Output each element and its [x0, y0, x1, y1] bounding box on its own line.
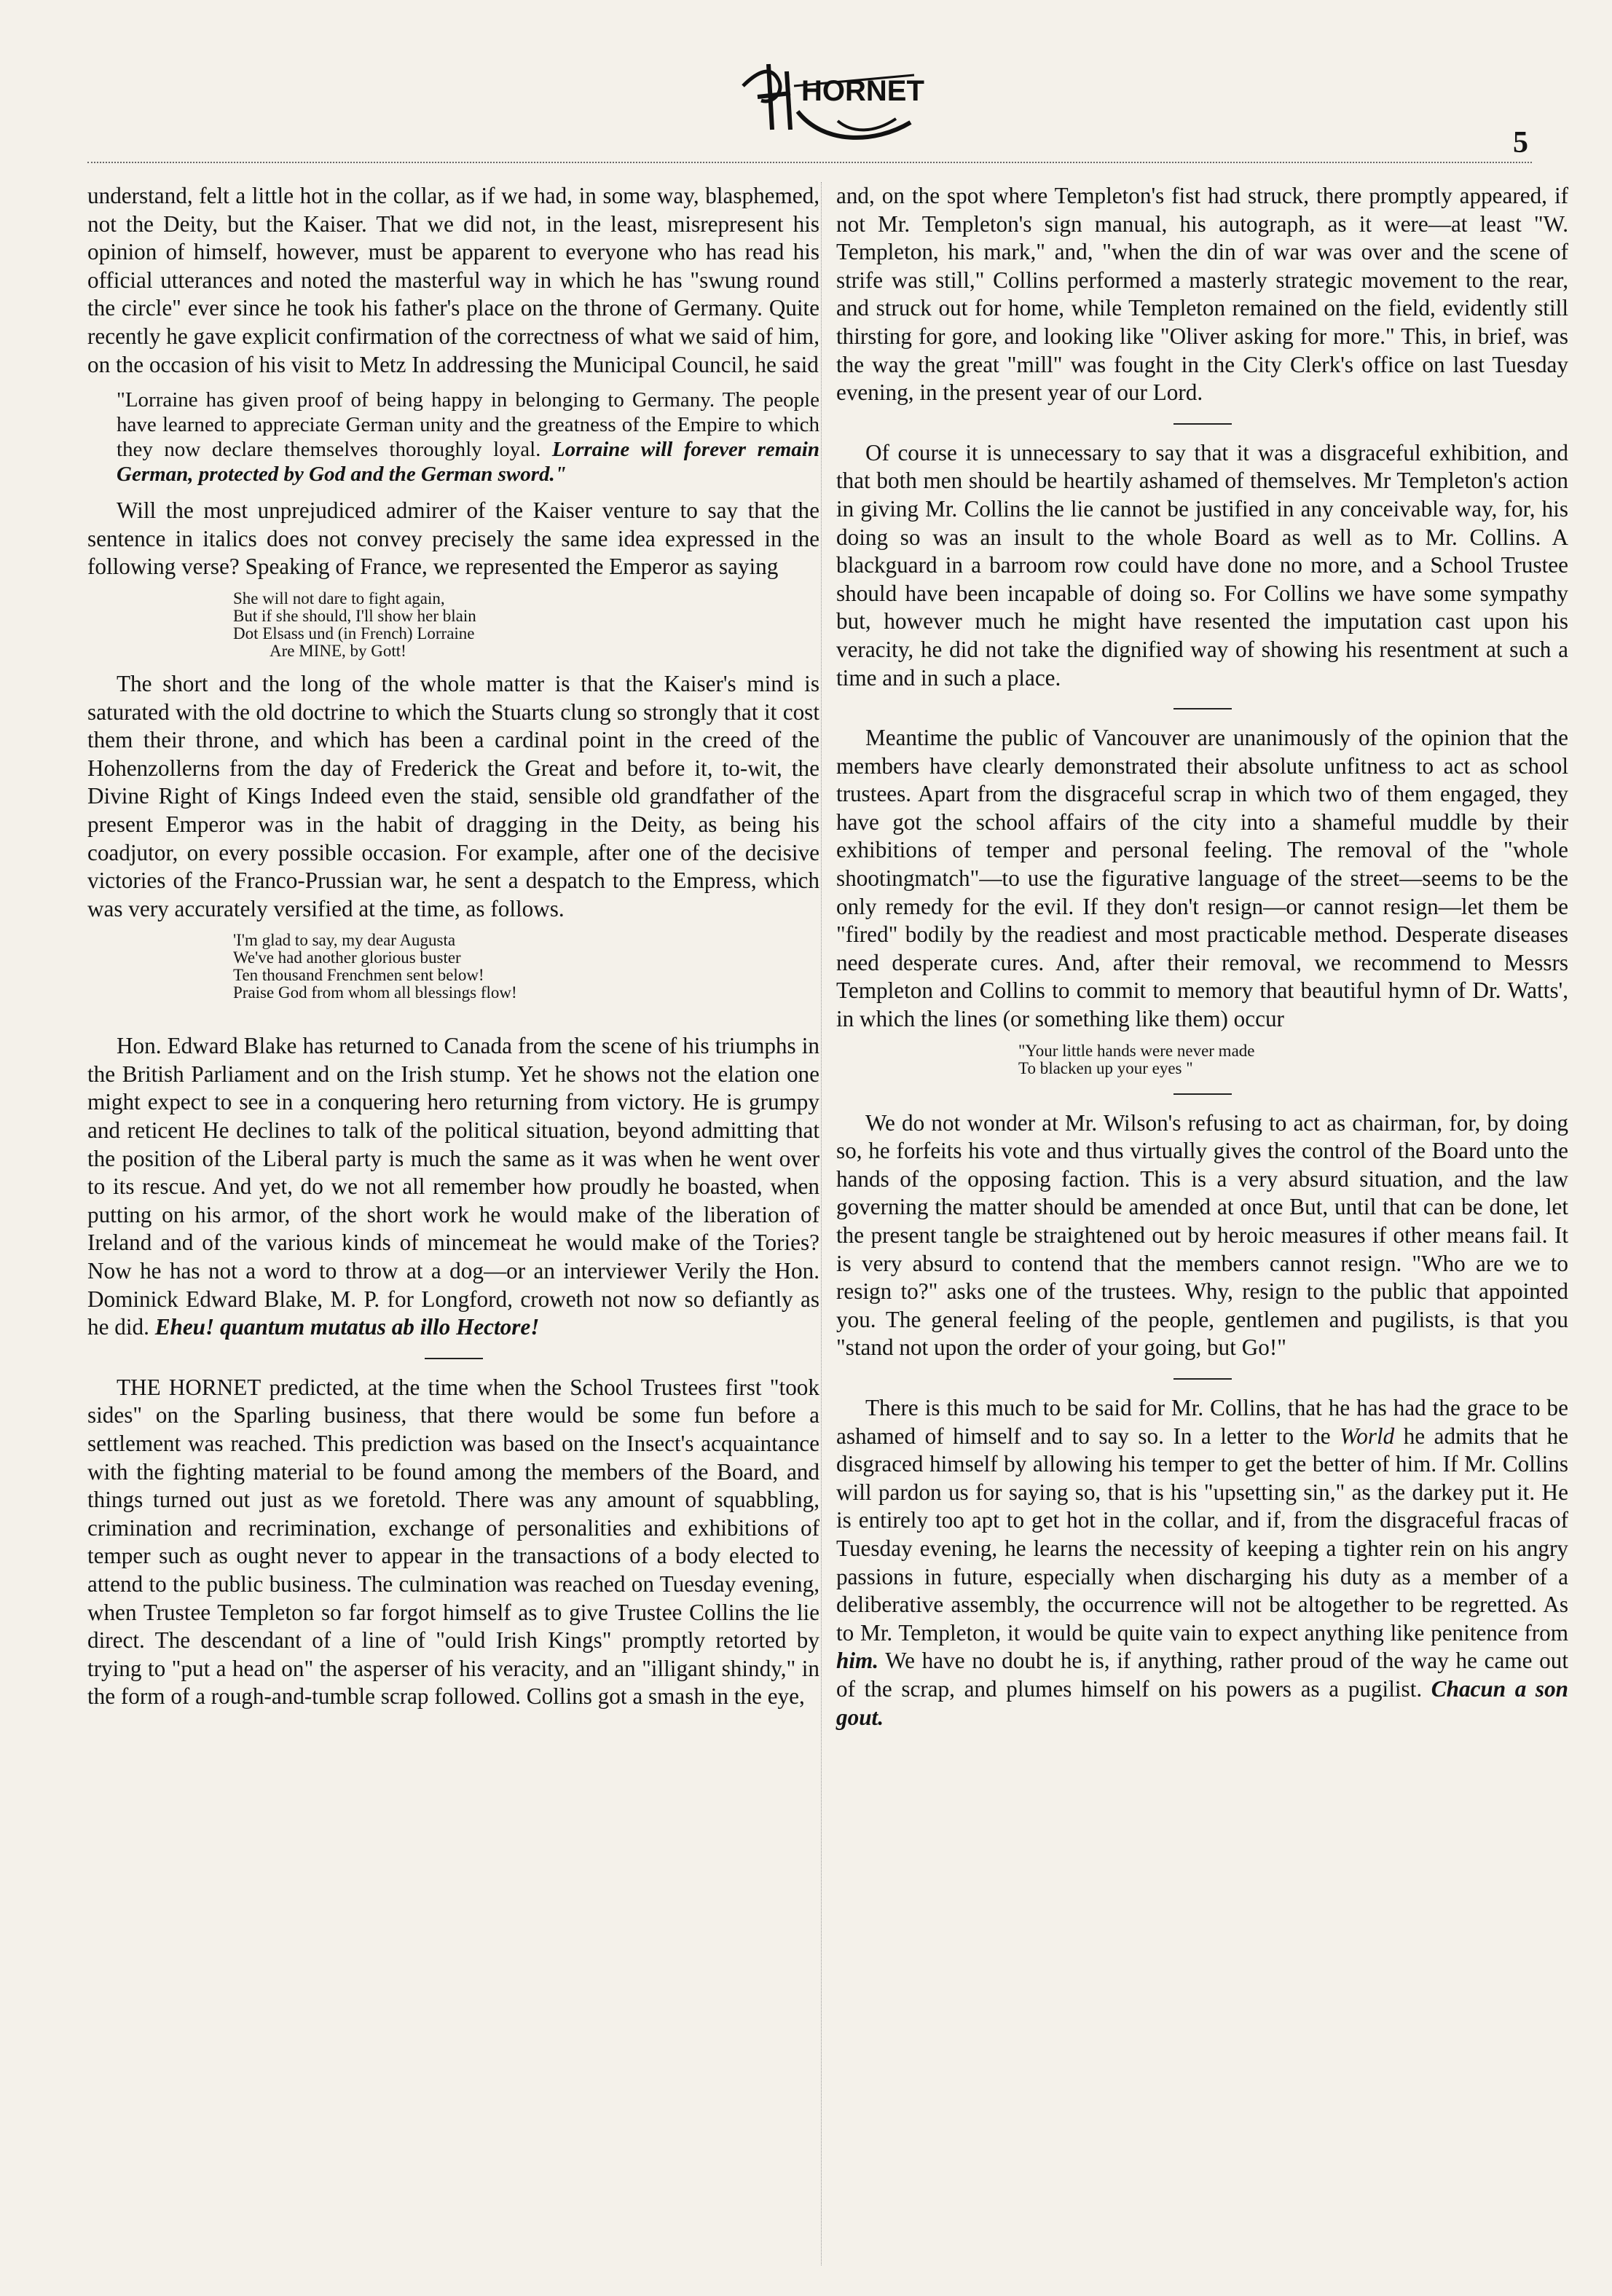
header-rule: [87, 162, 1532, 163]
verse-line: We've had another glorious buster: [233, 948, 461, 967]
paragraph: understand, felt a little hot in the collar, as if we had, in some way, blasphemed, not the Deity, but the Kaiser. That we did not, in the least, misrepresent his opinion of himself, however, must be apparent to everyone who has read his official utterances and noted the masterful way in which he has "swung round the circle" ever since he took his father's place on the throne of Germany. Quite recently he gave explicit confirmation of the correctness of what we said of him, on the occasion of his visit to Metz In addressing the Municipal Council, he said: [87, 183, 819, 377]
verse-line: She will not dare to fight again,: [233, 589, 445, 608]
masthead-title: HORNET: [801, 75, 924, 107]
verse-line: But if she should, I'll show her blain: [233, 606, 476, 625]
verse-line: To blacken up your eyes ": [1018, 1058, 1193, 1077]
section-separator: [1173, 423, 1232, 425]
paragraph-text: We have no doubt he is, if anything, rather proud of the way he came out of the scrap, and plumes himself on his powers as a pugilist.: [836, 1648, 1568, 1702]
right-column: [836, 182, 1568, 1740]
block-quote: [117, 388, 819, 487]
paragraph: [87, 1032, 819, 1342]
column-divider: [821, 182, 822, 2265]
quote-italic: Lorraine will forever remain German, protected by God and the German sword.": [117, 438, 819, 487]
emphasis-him: him.: [836, 1648, 879, 1674]
verse-line: 'I'm glad to say, my dear Augusta: [233, 931, 456, 950]
quote-text: "Lorraine has given proof of being happy in belonging to Germany. The people have learned to appreciate German unity and the greatness of the Empire to which they now declare themselves thoroughly loyal.: [117, 388, 819, 462]
newspaper-title: World: [1340, 1423, 1395, 1449]
paragraph-text: he admits that he disgraced himself by allowing his temper to get the better of him. If Mr. Collins will pardon us for saying so, that is his "upsetting sin," as the darkey put it. He is entirely too apt to get hot in the collar, and if, from the disgraceful fracas of Tuesday evening, he learns the necessity of keeping a tighter rein on his angry passions in future, especially when discharging his duty as a member of a deliberative assembly, the occurrence will not be altogether to be regretted. As to Mr. Templeton, it would be quite vain to expect anything like penitence from: [836, 1423, 1568, 1646]
hornet-insect-icon: [728, 42, 962, 152]
verse-line: "Your little hands were never made: [1018, 1041, 1255, 1060]
paragraph: The short and the long of the whole matter is that the Kaiser's mind is saturated with the old doctrine to which the Stuarts clung so strongly that it cost them their throne, and which has been a cardinal point in the creed of the Hohenzollerns from the day of Frederick the Great and before it, to-wit, the Divine Right of Kings Indeed even the staid, sensible old grandfather of the present Emperor was in the habit of dragging in the Deity, as being his coadjutor, on every possible occasion. For example, after one of the decisive victories of the Franco-Prussian war, he sent a despatch to the Empress, which was very accurately versified at the time, as follows.: [87, 670, 819, 921]
paragraph: Meantime the public of Vancouver are unanimously of the opinion that the members have clearly demonstrated their absolute unfitness to act as school trustees. Apart from the disgraceful scrap in which two of them engaged, they have got the school affairs of the city into a shameful muddle by their exhibitions of temper and personal feeling. The removal of the "whole shootingmatch"—to use the figurative language of the street—seems to be the only remedy for the evil. If they don't resign—or cannot resign—let them be "fired" bodily by the readiest and most practicable method. Desperate diseases need desperate cures. And, after their removal, we recommend to Messrs Templeton and Collins to commit to memory that beautiful hymn of Dr. Watts', in which the lines (or something like them) occur: [836, 725, 1568, 1032]
section-separator: [1173, 708, 1232, 709]
verse-line: Ten thousand Frenchmen sent below!: [233, 966, 484, 985]
latin-phrase: Eheu! quantum mutatus ab illo Hectore!: [154, 1314, 540, 1340]
paragraph: [87, 1374, 819, 1711]
paragraph: [836, 1394, 1568, 1731]
verse-line: Are MINE, by Gott!: [270, 641, 406, 660]
paragraph-text: Hon. Edward Blake has returned to Canada from the scene of his triumphs in the British Parliament and on the Irish stump. Yet he shows not the elation one might expect to see in a conquering hero returning from victory. He is grumpy and reticent He declines to talk of the political situation, beyond admitting that the position of the Liberal party is much the same as it was when he went over to its rescue. And yet, do we not all remember how proudly he boasted, when putting on his armor, of the short work he would make of the liberation of Ireland and of the various kinds of mincemeat he would make of the Tories? Now he has not a word to throw at a dog—or an interviewer Verily the Hon. Dominick Edward Blake, M. P. for Longford, croweth not now so defiantly as he did.: [87, 1033, 819, 1340]
paragraph: Will the most unprejudiced admirer of the Kaiser venture to say that the sentence in italics does not convey precisely the same idea expressed in the following verse? Speaking of France, we represented the Emperor as saying: [87, 498, 819, 580]
section-separator: [1173, 1093, 1232, 1095]
verse-line: Dot Elsass und (in French) Lorraine: [233, 624, 475, 642]
section-separator: [425, 1358, 483, 1359]
verse: [233, 932, 819, 1002]
verse: [1018, 1042, 1568, 1077]
paragraph-text: predicted, at the time when the School Trustees first "took sides" on the Sparling business, that there would be some fun before a settlement was reached. This prediction was based on the Insect's acquaintance with the fighting material to be found among the members of the Board, and things turned out just as we foretold. There was any amount of squabbling, crimination and recrimination, exchange of personalities and exhibitions of temper such as ought never to appear in the transactions of a body elected to attend to the public business. The culmination was reached on Tuesday evening, when Trustee Templeton so far forgot himself as to give Trustee Collins the lie direct. The descendant of a line of "ould Irish Kings" promptly retorted by trying to "put a head on" the asperser of his veracity, and an "illigant shindy," in the form of a rough-and-tumble scrap followed. Collins got a smash in the eye,: [87, 1374, 819, 1710]
hornet-name: THE HORNET: [117, 1374, 262, 1400]
page-number: 5: [1513, 126, 1528, 160]
verse-line: Praise God from whom all blessings flow!: [233, 983, 517, 1002]
paragraph-text: There is this much to be said for Mr. Collins, that he has had the grace to be ashamed of himself and to say so. In a letter to the: [836, 1394, 1568, 1449]
french-phrase: Chacun a son gout.: [836, 1675, 1569, 1730]
left-column: [87, 182, 819, 1720]
verse: [233, 590, 819, 660]
section-separator: [1173, 1378, 1232, 1380]
masthead-logo: [728, 42, 962, 152]
paragraph: and, on the spot where Templeton's fist had struck, there promptly appeared, if not Mr. Templeton's sign manual, his autograph, as it were—at least "W. Templeton, his mark," and, "when the din of war was over and the scene of strife was still," Collins performed a masterly strategic movement to the rear, and struck out for home, while Templeton remained on the field, evidently still thirsting for gore, and looking like "Oliver asking for more." This, in brief, was the way the great "mill" was fought in the City Clerk's office on last Tuesday evening, in the present year of our Lord.: [836, 183, 1568, 406]
paragraph: Of course it is unnecessary to say that it was a disgraceful exhibition, and that both men should be heartily ashamed of themselves. Mr Templeton's action in giving Mr. Collins the lie cannot be justified in any conceivable way, for, his doing so was an insult to the whole Board as well as to Mr. Collins. A blackguard in a barroom row could have done no more, and a School Trustee should have been incapable of doing so. For Collins we have some sympathy but, however much he might have resented the imputation cast upon his veracity, he did not take the dignified way of showing his resentment at such a time and in such a place.: [836, 439, 1568, 691]
paragraph: We do not wonder at Mr. Wilson's refusing to act as chairman, for, by doing so, he forfeits his vote and thus virtually gives the control of the Board unto the hands of the opposing faction. This is a very absurd situation, and the law governing the matter should be amended at once But, until that can be done, let the present tangle be straightened out by heroic measures if other means fail. It is very absurd to contend that the members cannot resign. "Who are we to resign to?" asks one of the trustees. Why, resign to the public that appointed you. The general feeling of the people, gentlemen and pugilists, is that you "stand not upon the order of your going, but Go!": [836, 1109, 1568, 1361]
